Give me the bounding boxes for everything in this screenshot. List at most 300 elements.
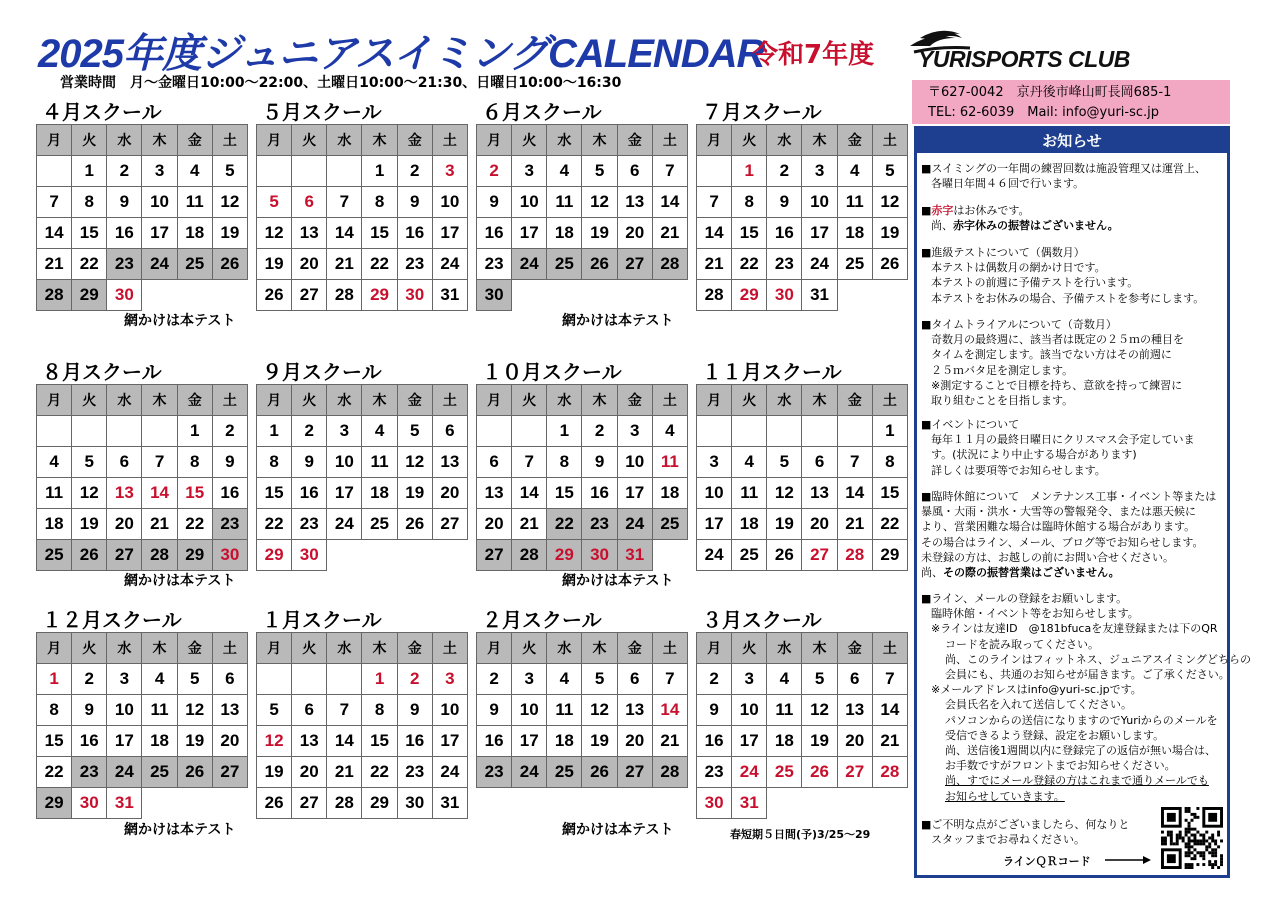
- day-cell: 11: [732, 478, 767, 509]
- day-cell: 5: [802, 664, 837, 695]
- day-cell: 4: [837, 156, 872, 187]
- day-cell: 2: [767, 156, 802, 187]
- weekday-header: 月: [697, 633, 732, 664]
- day-cell: 23: [477, 249, 512, 280]
- day-cell: 4: [767, 664, 802, 695]
- day-cell: 10: [697, 478, 732, 509]
- day-cell: 7: [327, 187, 362, 218]
- test-note: 網かけは本テスト: [562, 573, 674, 589]
- empty-cell: [617, 280, 652, 311]
- notice-contact: [921, 817, 1157, 847]
- weekday-header: 木: [142, 125, 177, 156]
- day-cell: 15: [257, 478, 292, 509]
- day-cell: 5: [872, 156, 907, 187]
- weekday-header: 木: [142, 633, 177, 664]
- day-cell: 13: [802, 478, 837, 509]
- month-calendar: [256, 608, 470, 819]
- month-calendar: [476, 100, 690, 311]
- weekday-header: 月: [697, 385, 732, 416]
- weekday-header: 土: [872, 633, 907, 664]
- weekday-header: 土: [212, 633, 247, 664]
- day-cell: 30: [397, 280, 432, 311]
- day-cell: 18: [652, 478, 687, 509]
- day-cell: 2: [397, 664, 432, 695]
- day-cell: 18: [37, 509, 72, 540]
- day-cell: 14: [872, 695, 907, 726]
- day-cell: 29: [37, 788, 72, 819]
- day-cell: 16: [292, 478, 327, 509]
- weekday-header: 土: [652, 633, 687, 664]
- day-cell: 9: [697, 695, 732, 726]
- weekday-header: 金: [177, 125, 212, 156]
- day-cell: 30: [107, 280, 142, 311]
- blank-day-cell: [802, 416, 837, 447]
- day-cell: 31: [432, 788, 467, 819]
- notice-line: ■タイムトライアルについて（奇数月）: [921, 318, 1117, 331]
- weekday-header: 木: [142, 385, 177, 416]
- day-cell: 12: [212, 187, 247, 218]
- day-cell: 9: [72, 695, 107, 726]
- day-cell: 6: [477, 447, 512, 478]
- day-cell: 1: [177, 416, 212, 447]
- day-cell: 15: [37, 726, 72, 757]
- empty-cell: [547, 280, 582, 311]
- blank-day-cell: [292, 664, 327, 695]
- day-cell: 24: [512, 249, 547, 280]
- day-cell: 9: [107, 187, 142, 218]
- day-cell: 19: [767, 509, 802, 540]
- day-cell: 25: [37, 540, 72, 571]
- notice-line: 尚、送信後1週間以内に登録完了の返信が無い場合は、: [945, 744, 1216, 758]
- day-cell: 24: [802, 249, 837, 280]
- weekday-header: 木: [362, 633, 397, 664]
- empty-cell: [212, 280, 247, 311]
- notice-line: お手数ですがフロントまでお知らせください。: [945, 759, 1176, 773]
- day-cell: 6: [292, 695, 327, 726]
- day-cell: 3: [432, 664, 467, 695]
- blank-day-cell: [292, 156, 327, 187]
- day-cell: 8: [72, 187, 107, 218]
- weekday-header: 水: [767, 385, 802, 416]
- day-cell: 2: [212, 416, 247, 447]
- arrow-right-icon: [1103, 853, 1153, 867]
- notice-line: ※測定することで目標を持ち、意欲を持って練習に: [931, 378, 1183, 392]
- day-cell: 11: [837, 187, 872, 218]
- day-cell: 29: [362, 280, 397, 311]
- blank-day-cell: [72, 416, 107, 447]
- day-cell: 1: [732, 156, 767, 187]
- day-cell: 6: [617, 664, 652, 695]
- day-cell: 30: [697, 788, 732, 819]
- weekday-header: 水: [327, 125, 362, 156]
- day-cell: 19: [397, 478, 432, 509]
- month-title: ５月スクール: [262, 100, 382, 124]
- empty-cell: [652, 540, 687, 571]
- qr-code-icon[interactable]: [1161, 807, 1223, 869]
- day-cell: 6: [837, 664, 872, 695]
- day-cell: 12: [72, 478, 107, 509]
- day-cell: 23: [582, 509, 617, 540]
- empty-cell: [837, 788, 872, 819]
- day-cell: 5: [212, 156, 247, 187]
- day-cell: 12: [802, 695, 837, 726]
- day-cell: 7: [327, 695, 362, 726]
- day-cell: 8: [872, 447, 907, 478]
- day-cell: 24: [432, 249, 467, 280]
- day-cell: 26: [582, 757, 617, 788]
- notice-line: ■スイミングの一年間の練習回数は施設管理又は運営上、: [921, 162, 1206, 175]
- day-cell: 19: [257, 757, 292, 788]
- weekday-header: 水: [767, 125, 802, 156]
- day-cell: 26: [582, 249, 617, 280]
- test-note: 網かけは本テスト: [562, 313, 674, 329]
- weekday-header: 木: [582, 633, 617, 664]
- empty-cell: [362, 540, 397, 571]
- weekday-header: 土: [652, 125, 687, 156]
- day-cell: 10: [802, 187, 837, 218]
- day-cell: 2: [477, 664, 512, 695]
- weekday-header: 水: [547, 385, 582, 416]
- day-cell: 30: [397, 788, 432, 819]
- day-cell: 7: [697, 187, 732, 218]
- day-cell: 1: [257, 416, 292, 447]
- notice-level-test: [921, 245, 1229, 306]
- day-cell: 14: [327, 726, 362, 757]
- day-cell: 21: [652, 726, 687, 757]
- day-cell: 4: [547, 156, 582, 187]
- day-cell: 5: [257, 695, 292, 726]
- weekday-header: 火: [512, 125, 547, 156]
- weekday-header: 月: [37, 125, 72, 156]
- blank-day-cell: [732, 416, 767, 447]
- day-cell: 17: [107, 726, 142, 757]
- day-cell: 11: [142, 695, 177, 726]
- weekday-header: 月: [697, 125, 732, 156]
- day-cell: 15: [732, 218, 767, 249]
- day-cell: 21: [37, 249, 72, 280]
- day-cell: 13: [212, 695, 247, 726]
- day-cell: 7: [37, 187, 72, 218]
- day-cell: 5: [72, 447, 107, 478]
- day-cell: 7: [652, 156, 687, 187]
- day-cell: 15: [362, 218, 397, 249]
- day-cell: 25: [767, 757, 802, 788]
- day-cell: 22: [732, 249, 767, 280]
- weekday-header: 火: [512, 633, 547, 664]
- weekday-header: 金: [397, 125, 432, 156]
- day-cell: 17: [697, 509, 732, 540]
- day-cell: 17: [732, 726, 767, 757]
- day-cell: 21: [142, 509, 177, 540]
- day-cell: 25: [547, 757, 582, 788]
- day-cell: 17: [432, 218, 467, 249]
- day-cell: 9: [767, 187, 802, 218]
- day-cell: 17: [512, 218, 547, 249]
- notice-line: タイムを測定します。該当でない方はその前週に: [931, 348, 1172, 362]
- day-cell: 6: [802, 447, 837, 478]
- blank-day-cell: [837, 416, 872, 447]
- day-cell: 29: [177, 540, 212, 571]
- notice-line: 奇数月の最終週に、該当者は既定の２５ｍの種目を: [931, 333, 1184, 347]
- weekday-header: 月: [477, 385, 512, 416]
- day-cell: 20: [292, 757, 327, 788]
- month-title: １２月スクール: [42, 608, 182, 632]
- weekday-header: 金: [617, 125, 652, 156]
- day-cell: 12: [582, 187, 617, 218]
- day-cell: 20: [477, 509, 512, 540]
- blank-day-cell: [512, 416, 547, 447]
- weekday-header: 金: [177, 633, 212, 664]
- notice-line: ２５ｍバタ足を測定します。: [931, 363, 1074, 377]
- empty-cell: [327, 540, 362, 571]
- day-cell: 27: [212, 757, 247, 788]
- day-cell: 7: [837, 447, 872, 478]
- day-cell: 18: [547, 726, 582, 757]
- day-cell: 23: [477, 757, 512, 788]
- day-cell: 10: [617, 447, 652, 478]
- day-cell: 17: [432, 726, 467, 757]
- notice-time-trial: [921, 317, 1229, 408]
- day-cell: 22: [177, 509, 212, 540]
- empty-cell: [432, 540, 467, 571]
- day-cell: 9: [582, 447, 617, 478]
- notice-line: 会員氏名を入れて送信してください。: [945, 698, 1132, 712]
- weekday-header: 水: [107, 633, 142, 664]
- day-cell: 22: [547, 509, 582, 540]
- weekday-header: 月: [37, 633, 72, 664]
- day-cell: 26: [257, 280, 292, 311]
- notice-line: 取り組むことを目指します。: [931, 394, 1074, 408]
- notice-line: より、営業困難な場合は臨時休館する場合があります。: [921, 520, 1196, 534]
- day-cell: 8: [362, 695, 397, 726]
- blank-day-cell: [142, 416, 177, 447]
- weekday-header: 土: [652, 385, 687, 416]
- weekday-header: 木: [802, 385, 837, 416]
- day-cell: 16: [397, 726, 432, 757]
- notice-line: 尚、その際の振替営業はございません。: [921, 566, 1120, 580]
- weekday-header: 火: [732, 125, 767, 156]
- day-cell: 20: [617, 726, 652, 757]
- day-cell: 10: [432, 695, 467, 726]
- day-cell: 2: [292, 416, 327, 447]
- day-cell: 22: [362, 249, 397, 280]
- day-cell: 17: [327, 478, 362, 509]
- day-cell: 3: [327, 416, 362, 447]
- day-cell: 5: [582, 156, 617, 187]
- day-cell: 6: [432, 416, 467, 447]
- day-cell: 22: [872, 509, 907, 540]
- day-cell: 29: [257, 540, 292, 571]
- day-cell: 17: [617, 478, 652, 509]
- day-cell: 20: [292, 249, 327, 280]
- weekday-header: 火: [72, 125, 107, 156]
- day-cell: 13: [292, 726, 327, 757]
- day-cell: 17: [142, 218, 177, 249]
- day-cell: 12: [582, 695, 617, 726]
- weekday-header: 土: [432, 385, 467, 416]
- day-cell: 5: [582, 664, 617, 695]
- empty-cell: [837, 280, 872, 311]
- blank-day-cell: [327, 664, 362, 695]
- day-cell: 9: [477, 187, 512, 218]
- day-cell: 2: [397, 156, 432, 187]
- notice-title: お知らせ: [917, 129, 1227, 153]
- day-cell: 4: [37, 447, 72, 478]
- day-cell: 27: [432, 509, 467, 540]
- weekday-header: 月: [257, 633, 292, 664]
- day-cell: 29: [872, 540, 907, 571]
- day-cell: 25: [652, 509, 687, 540]
- day-cell: 22: [37, 757, 72, 788]
- blank-day-cell: [697, 156, 732, 187]
- day-cell: 4: [362, 416, 397, 447]
- weekday-header: 木: [802, 125, 837, 156]
- day-cell: 8: [547, 447, 582, 478]
- day-cell: 29: [732, 280, 767, 311]
- contact-info: TEL: 62-6039 Mail: info@yuri-sc.jp: [928, 105, 1160, 120]
- weekday-header: 水: [767, 633, 802, 664]
- day-cell: 3: [512, 156, 547, 187]
- notice-line: ※メールアドレスはinfo@yuri-sc.jpです。: [931, 683, 1142, 697]
- month-calendar: [476, 360, 690, 571]
- business-hours: 営業時間 月～金曜日10:00～22:00、土曜日10:00～21:30、日曜日10:00～16:30: [60, 75, 622, 91]
- day-cell: 31: [802, 280, 837, 311]
- day-cell: 15: [177, 478, 212, 509]
- day-cell: 23: [292, 509, 327, 540]
- day-cell: 12: [767, 478, 802, 509]
- empty-cell: [142, 280, 177, 311]
- day-cell: 6: [617, 156, 652, 187]
- day-cell: 15: [362, 726, 397, 757]
- day-cell: 14: [142, 478, 177, 509]
- day-cell: 21: [872, 726, 907, 757]
- day-cell: 21: [697, 249, 732, 280]
- day-cell: 11: [362, 447, 397, 478]
- weekday-header: 火: [292, 385, 327, 416]
- day-cell: 16: [212, 478, 247, 509]
- day-cell: 24: [617, 509, 652, 540]
- day-cell: 16: [767, 218, 802, 249]
- notice-events: [921, 417, 1229, 478]
- weekday-header: 土: [212, 125, 247, 156]
- day-cell: 12: [177, 695, 212, 726]
- day-cell: 27: [617, 757, 652, 788]
- weekday-header: 金: [837, 633, 872, 664]
- day-cell: 19: [582, 218, 617, 249]
- day-cell: 28: [652, 757, 687, 788]
- day-cell: 6: [292, 187, 327, 218]
- day-cell: 30: [582, 540, 617, 571]
- day-cell: 11: [37, 478, 72, 509]
- empty-cell: [582, 280, 617, 311]
- notice-line: 本テストの前週に予備テストを行います。: [931, 276, 1139, 290]
- day-cell: 3: [432, 156, 467, 187]
- day-cell: 24: [732, 757, 767, 788]
- day-cell: 26: [767, 540, 802, 571]
- page-title: 2025年度ジュニアスイミングCALENDAR: [38, 32, 765, 76]
- weekday-header: 水: [327, 633, 362, 664]
- day-cell: 16: [477, 218, 512, 249]
- day-cell: 13: [292, 218, 327, 249]
- day-cell: 14: [652, 695, 687, 726]
- day-cell: 18: [362, 478, 397, 509]
- month-calendar: [36, 100, 250, 311]
- weekday-header: 火: [292, 633, 327, 664]
- notice-panel: [914, 126, 1252, 878]
- day-cell: 18: [732, 509, 767, 540]
- weekday-header: 水: [107, 385, 142, 416]
- weekday-header: 土: [212, 385, 247, 416]
- month-calendar: [36, 608, 250, 819]
- weekday-header: 木: [582, 385, 617, 416]
- blank-day-cell: [257, 156, 292, 187]
- day-cell: 31: [432, 280, 467, 311]
- month-calendar: [696, 360, 910, 571]
- blank-day-cell: [767, 416, 802, 447]
- blank-day-cell: [37, 416, 72, 447]
- day-cell: 26: [177, 757, 212, 788]
- weekday-header: 火: [512, 385, 547, 416]
- empty-cell: [397, 540, 432, 571]
- weekday-header: 木: [362, 385, 397, 416]
- notice-line: ■イベントについて: [921, 418, 1020, 431]
- day-cell: 30: [212, 540, 247, 571]
- weekday-header: 火: [732, 633, 767, 664]
- day-cell: 18: [837, 218, 872, 249]
- day-cell: 26: [872, 249, 907, 280]
- notice-line: パソコンからの送信になりますのでYuriからのメールを: [945, 713, 1218, 727]
- notice-line: ■ご不明な点がございましたら、何なりと: [921, 818, 1130, 831]
- day-cell: 18: [547, 218, 582, 249]
- day-cell: 3: [802, 156, 837, 187]
- day-cell: 25: [837, 249, 872, 280]
- day-cell: 10: [107, 695, 142, 726]
- weekday-header: 月: [477, 633, 512, 664]
- weekday-header: 火: [292, 125, 327, 156]
- day-cell: 6: [107, 447, 142, 478]
- test-note: 網かけは本テスト: [562, 822, 674, 838]
- day-cell: 16: [397, 218, 432, 249]
- day-cell: 5: [397, 416, 432, 447]
- day-cell: 25: [142, 757, 177, 788]
- day-cell: 13: [617, 187, 652, 218]
- month-calendar: [256, 100, 470, 311]
- day-cell: 20: [432, 478, 467, 509]
- empty-cell: [177, 280, 212, 311]
- day-cell: 19: [177, 726, 212, 757]
- era-year: 令和7年度: [752, 40, 875, 70]
- day-cell: 30: [767, 280, 802, 311]
- day-cell: 18: [142, 726, 177, 757]
- day-cell: 11: [547, 187, 582, 218]
- day-cell: 12: [257, 726, 292, 757]
- day-cell: 20: [107, 509, 142, 540]
- day-cell: 26: [802, 757, 837, 788]
- day-cell: 3: [697, 447, 732, 478]
- day-cell: 13: [477, 478, 512, 509]
- day-cell: 1: [362, 156, 397, 187]
- day-cell: 28: [652, 249, 687, 280]
- notice-line: スタッフまでお尋ねください。: [931, 833, 1085, 847]
- day-cell: 26: [212, 249, 247, 280]
- month-calendar: [476, 608, 690, 788]
- day-cell: 16: [72, 726, 107, 757]
- day-cell: 26: [72, 540, 107, 571]
- day-cell: 5: [767, 447, 802, 478]
- month-title: ４月スクール: [42, 100, 162, 124]
- weekday-header: 月: [37, 385, 72, 416]
- day-cell: 29: [547, 540, 582, 571]
